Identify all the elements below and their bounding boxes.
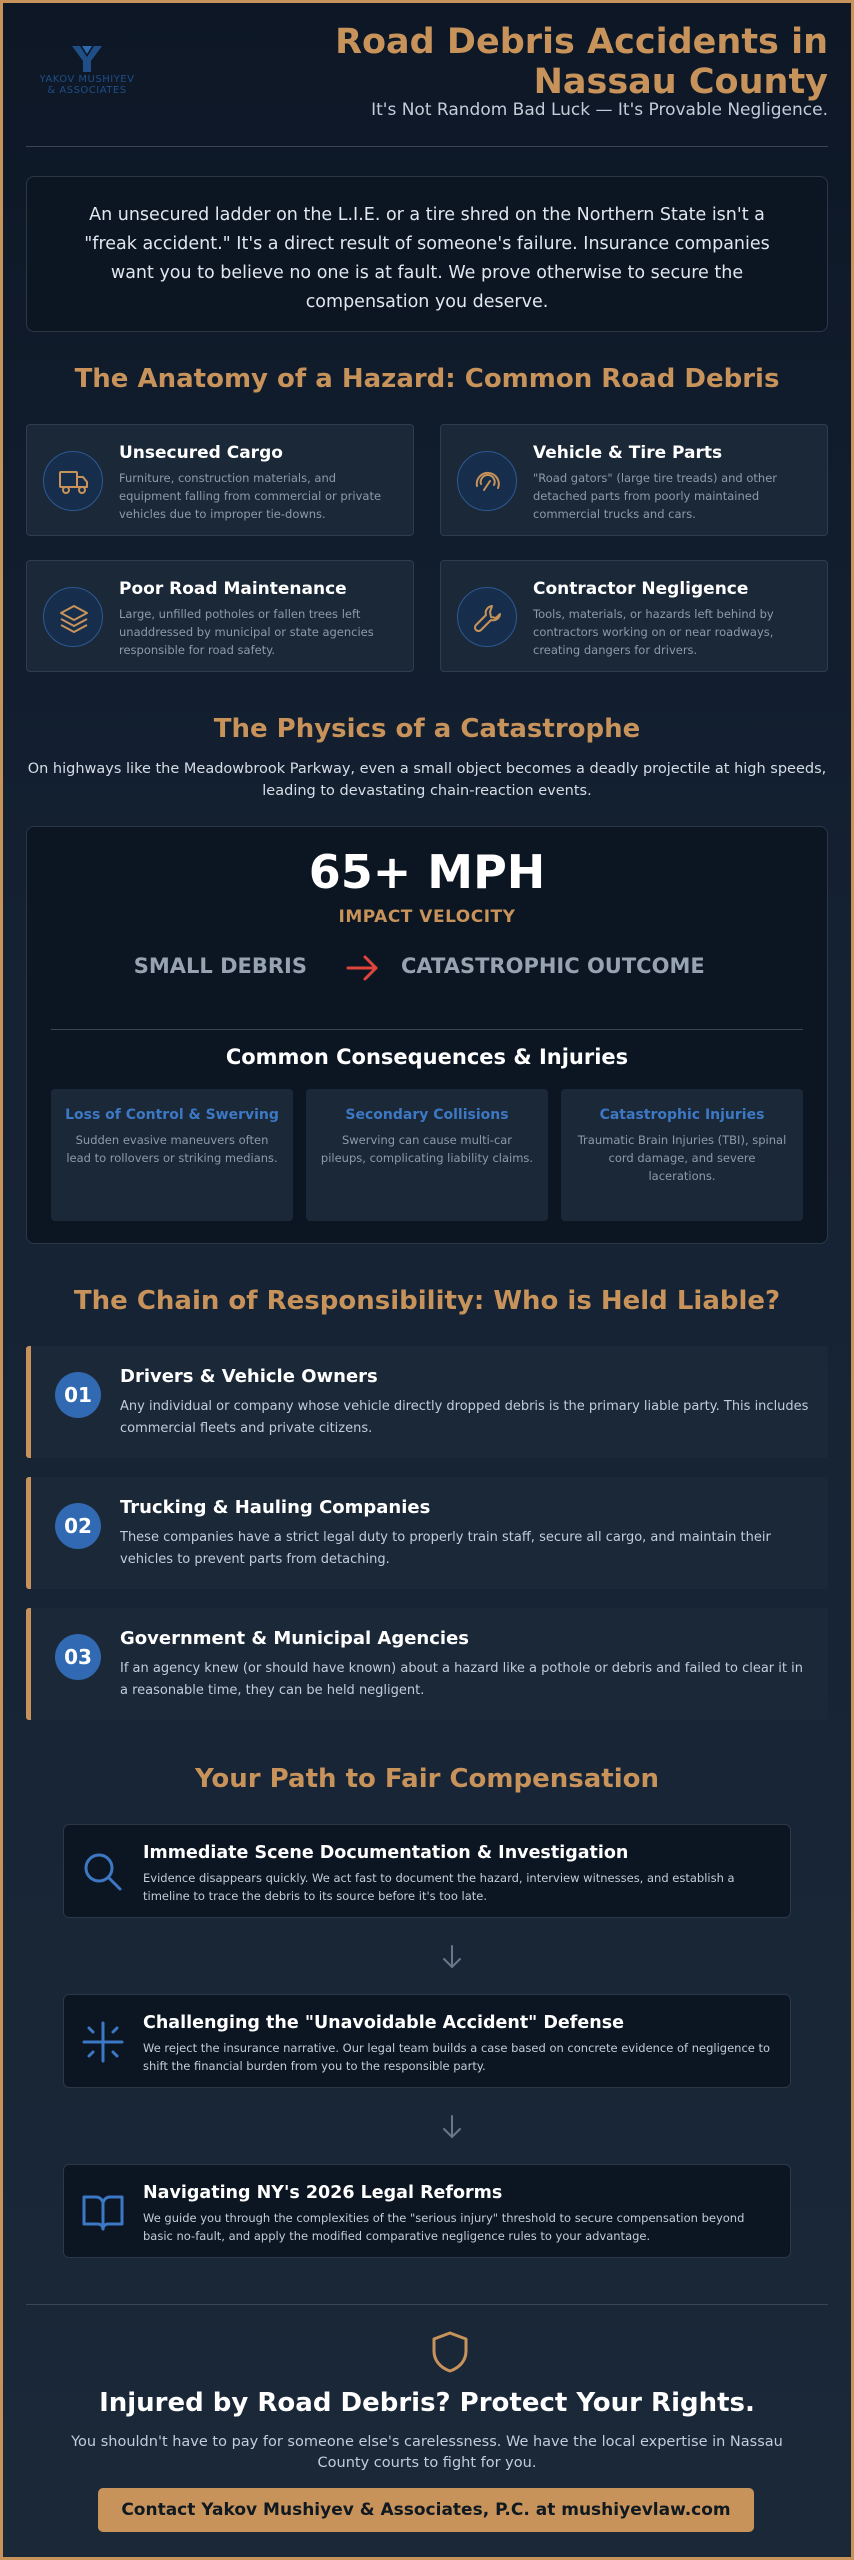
liability-item-title: Drivers & Vehicle Owners xyxy=(120,1366,378,1387)
cta-divider xyxy=(26,2304,828,2305)
step-legal-reforms xyxy=(63,2164,791,2258)
sparkle-icon xyxy=(82,2021,124,2063)
hazard-icon-circle xyxy=(457,587,517,647)
hazard-icon-circle xyxy=(43,451,103,511)
catastrophic-outcome-label: CATASTROPHIC OUTCOME xyxy=(401,954,705,978)
step-title: Navigating NY's 2026 Legal Reforms xyxy=(143,2183,503,2203)
hazard-icon-circle xyxy=(43,587,103,647)
page-subtitle: It's Not Random Bad Luck — It's Provable Negligence. xyxy=(371,100,828,120)
header-divider xyxy=(26,146,828,147)
consequence-title: Loss of Control & Swerving xyxy=(65,1107,279,1123)
logo-mark-icon xyxy=(70,44,104,74)
physics-title: The Physics of a Catastrophe xyxy=(213,714,641,744)
arrow-down-icon xyxy=(441,1944,463,1970)
anatomy-title: The Anatomy of a Hazard: Common Road Debris xyxy=(74,364,780,394)
liability-item-title: Government & Municipal Agencies xyxy=(120,1628,470,1649)
cta-desc: You shouldn't have to pay for someone else's carelessness. We have the local expertise in Nassau County courts to fight for you. xyxy=(71,2434,783,2471)
liability-number-badge: 02 xyxy=(55,1503,101,1549)
hazard-icon-circle xyxy=(457,451,517,511)
search-icon xyxy=(82,1851,124,1893)
tire-icon xyxy=(472,466,504,498)
liability-number-badge: 01 xyxy=(55,1372,101,1418)
truck-icon xyxy=(58,466,90,498)
page xyxy=(26,0,828,2520)
consequence-card-secondary-collisions xyxy=(306,1089,548,1221)
hazard-card-vehicle-tire-parts xyxy=(440,424,828,536)
hazard-card-title: Vehicle & Tire Parts xyxy=(533,443,723,463)
hazard-card-desc: Large, unfilled potholes or fallen trees left unaddressed by municipal or state agencies responsible for road safety. xyxy=(119,607,374,657)
hazard-card-poor-road-maintenance xyxy=(26,560,414,672)
consequences-title: Common Consequences & Injuries xyxy=(225,1045,629,1069)
firm-logo[interactable] xyxy=(26,44,148,96)
liability-item-government xyxy=(26,1608,828,1720)
liability-item-title: Trucking & Hauling Companies xyxy=(120,1497,431,1518)
liability-item-desc: These companies have a strict legal duty to properly train staff, secure all cargo, and maintain their vehicles to prevent parts from detaching. xyxy=(120,1530,771,1567)
liability-number-badge: 03 xyxy=(55,1634,101,1680)
step-title: Immediate Scene Documentation & Investigation xyxy=(143,1843,629,1863)
consequence-card-loss-of-control xyxy=(51,1089,293,1221)
consequence-title: Secondary Collisions xyxy=(345,1107,509,1123)
step-title: Challenging the "Unavoidable Accident" Defense xyxy=(143,2013,625,2033)
hazard-card-desc: Furniture, construction materials, and equipment falling from commercial or private vehicles due to improper tie-downs. xyxy=(119,471,382,521)
step-challenging-defense xyxy=(63,1994,791,2088)
wrench-icon xyxy=(472,602,504,634)
step-desc: Evidence disappears quickly. We act fast to document the hazard, interview witnesses, and establish a timeline to trace the debris to its source before it's too late. xyxy=(143,1871,735,1903)
intro-panel: An unsecured ladder on the L.I.E. or a tire shred on the Northern State isn't a "freak accident." It's a direct result of someone's failure. Insurance companies want you to believe no one is at fault. We prove otherwise to secure the compensation you deserve. xyxy=(26,176,828,332)
layers-icon xyxy=(58,602,90,634)
physics-desc: On highways like the Meadowbrook Parkway, even a small object becomes a deadly projectile at high speeds, leading to devastating chain-reaction events. xyxy=(27,761,827,799)
book-icon xyxy=(82,2191,124,2233)
consequence-desc: Sudden evasive maneuvers often lead to rollovers or striking medians. xyxy=(66,1133,278,1165)
hazard-card-title: Contractor Negligence xyxy=(533,579,749,599)
impact-speed: 65+ MPH xyxy=(308,845,546,899)
hazard-card-desc: "Road gators" (large tire treads) and other detached parts from poorly maintained commercial trucks and cars. xyxy=(533,471,778,521)
liability-item-trucking xyxy=(26,1477,828,1589)
impact-speed-label: IMPACT VELOCITY xyxy=(338,907,516,927)
consequence-title: Catastrophic Injuries xyxy=(599,1107,765,1123)
shield-icon xyxy=(430,2330,470,2374)
liability-item-desc: If an agency knew (or should have known) about a hazard like a pothole or debris and failed to clear it in a reasonable time, they can be held negligent. xyxy=(120,1661,803,1698)
arrow-down-icon xyxy=(441,2114,463,2140)
step-scene-documentation xyxy=(63,1824,791,1918)
arrow-right-icon xyxy=(345,951,381,985)
liability-item-drivers xyxy=(26,1346,828,1458)
hazard-card-title: Unsecured Cargo xyxy=(119,443,283,463)
consequence-card-catastrophic-injuries xyxy=(561,1089,803,1221)
hazard-card-contractor-negligence xyxy=(440,560,828,672)
physics-panel xyxy=(26,826,828,1244)
page-title: Road Debris Accidents in Nassau County xyxy=(335,22,828,102)
logo-text-line-2: & ASSOCIATES xyxy=(47,85,127,96)
consequence-desc: Traumatic Brain Injuries (TBI), spinal cord damage, and severe lacerations. xyxy=(577,1133,787,1183)
logo-text-line-1: YAKOV MUSHIYEV xyxy=(39,74,135,85)
consequence-desc: Swerving can cause multi-car pileups, complicating liability claims. xyxy=(320,1133,534,1165)
path-title: Your Path to Fair Compensation xyxy=(194,1764,659,1794)
hazard-card-unsecured-cargo xyxy=(26,424,414,536)
contact-button[interactable]: Contact Yakov Mushiyev & Associates, P.C. at mushiyevlaw.com xyxy=(98,2488,754,2532)
cta-title: Injured by Road Debris? Protect Your Rights. xyxy=(99,2388,755,2418)
liability-title: The Chain of Responsibility: Who is Held Liable? xyxy=(73,1286,781,1316)
step-desc: We reject the insurance narrative. Our legal team builds a case based on concrete evidence of negligence to shift the financial burden from you to the responsible party. xyxy=(143,2041,771,2073)
header xyxy=(26,0,828,146)
hazard-card-desc: Tools, materials, or hazards left behind by contractors working on or near roadways, creating dangers for drivers. xyxy=(533,607,774,657)
small-debris-label: SMALL DEBRIS xyxy=(133,954,307,978)
liability-item-desc: Any individual or company whose vehicle directly dropped debris is the primary liable party. This includes commercial fleets and private citizens. xyxy=(120,1399,809,1436)
hazard-card-title: Poor Road Maintenance xyxy=(119,579,347,599)
step-desc: We guide you through the complexities of the "serious injury" threshold to secure compensation beyond basic no-fault, and apply the modified comparative negligence rules to your advantage. xyxy=(143,2211,745,2243)
physics-divider xyxy=(51,1029,803,1030)
